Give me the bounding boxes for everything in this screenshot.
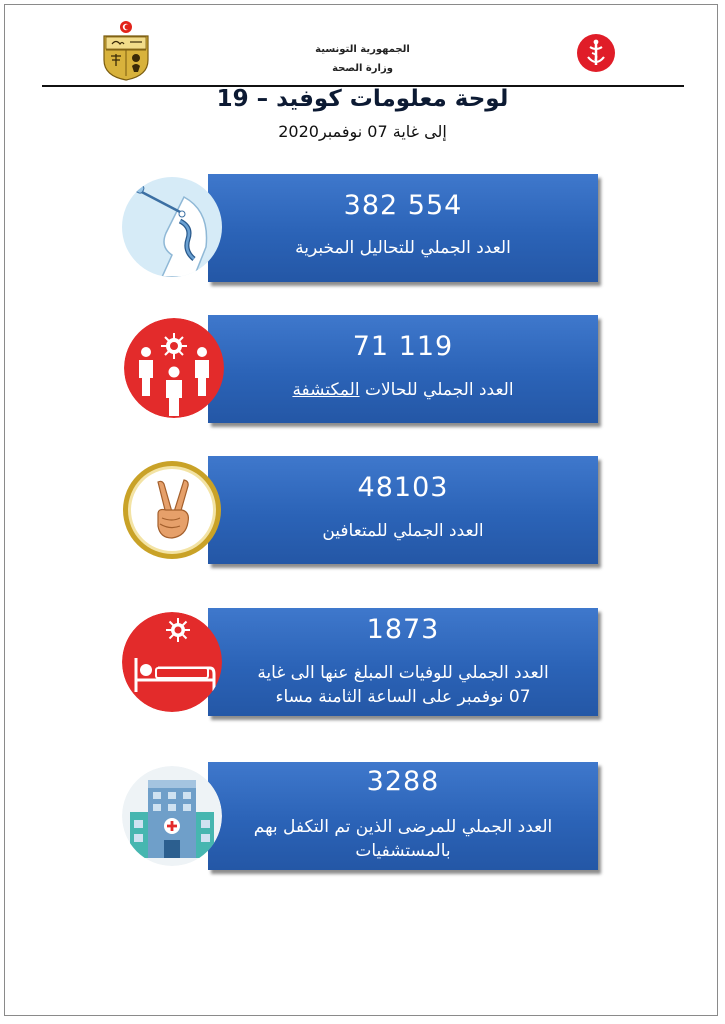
nasal-swab-test-icon bbox=[122, 177, 222, 277]
stat-card-tests bbox=[208, 174, 598, 282]
stat-value: 1873 bbox=[366, 614, 440, 645]
ministry-name: وزارة الصحة bbox=[332, 63, 393, 74]
stat-card-cases bbox=[208, 315, 598, 423]
stat-value: 382 554 bbox=[343, 190, 463, 221]
stat-label-line1: العدد الجملي للوفيات المبلغ عنها الى غاية bbox=[257, 663, 549, 683]
stat-value: 3288 bbox=[366, 766, 440, 797]
stat-label bbox=[224, 379, 582, 401]
stat-label-line1: العدد الجملي للمرضى الذين تم التكفل بهم bbox=[253, 817, 553, 837]
hospital-icon bbox=[122, 766, 222, 866]
date-subtitle: إلى غاية 07 نوفمبر2020 bbox=[278, 122, 447, 141]
stat-card-deaths bbox=[208, 608, 598, 716]
ministry-of-health-logo-icon bbox=[576, 33, 616, 73]
republic-name: الجمهورية التونسية bbox=[315, 44, 410, 55]
stat-label-underlined: المكتشفة bbox=[292, 380, 360, 400]
infected-people-icon bbox=[124, 318, 224, 418]
stat-card-hospitalized bbox=[208, 762, 598, 870]
stat-value: 71 119 bbox=[352, 331, 454, 362]
stat-label: العدد الجملي للمتعافين bbox=[322, 521, 484, 541]
stat-card-recovered bbox=[208, 456, 598, 564]
page-title: لوحة معلومات كوفيد – 19 bbox=[216, 86, 509, 112]
stat-value: 48103 bbox=[357, 472, 449, 503]
stat-label-text: العدد الجملي للحالات bbox=[359, 380, 514, 400]
stat-label-line2: 07 نوفمبر على الساعة الثامنة مساء bbox=[275, 687, 531, 707]
stat-label: العدد الجملي للتحاليل المخبرية bbox=[295, 238, 511, 258]
stat-label-line2: بالمستشفيات bbox=[355, 841, 451, 861]
patient-bed-virus-icon bbox=[122, 612, 222, 712]
tunisia-coat-of-arms-icon bbox=[100, 20, 152, 82]
victory-hand-icon bbox=[122, 460, 222, 560]
